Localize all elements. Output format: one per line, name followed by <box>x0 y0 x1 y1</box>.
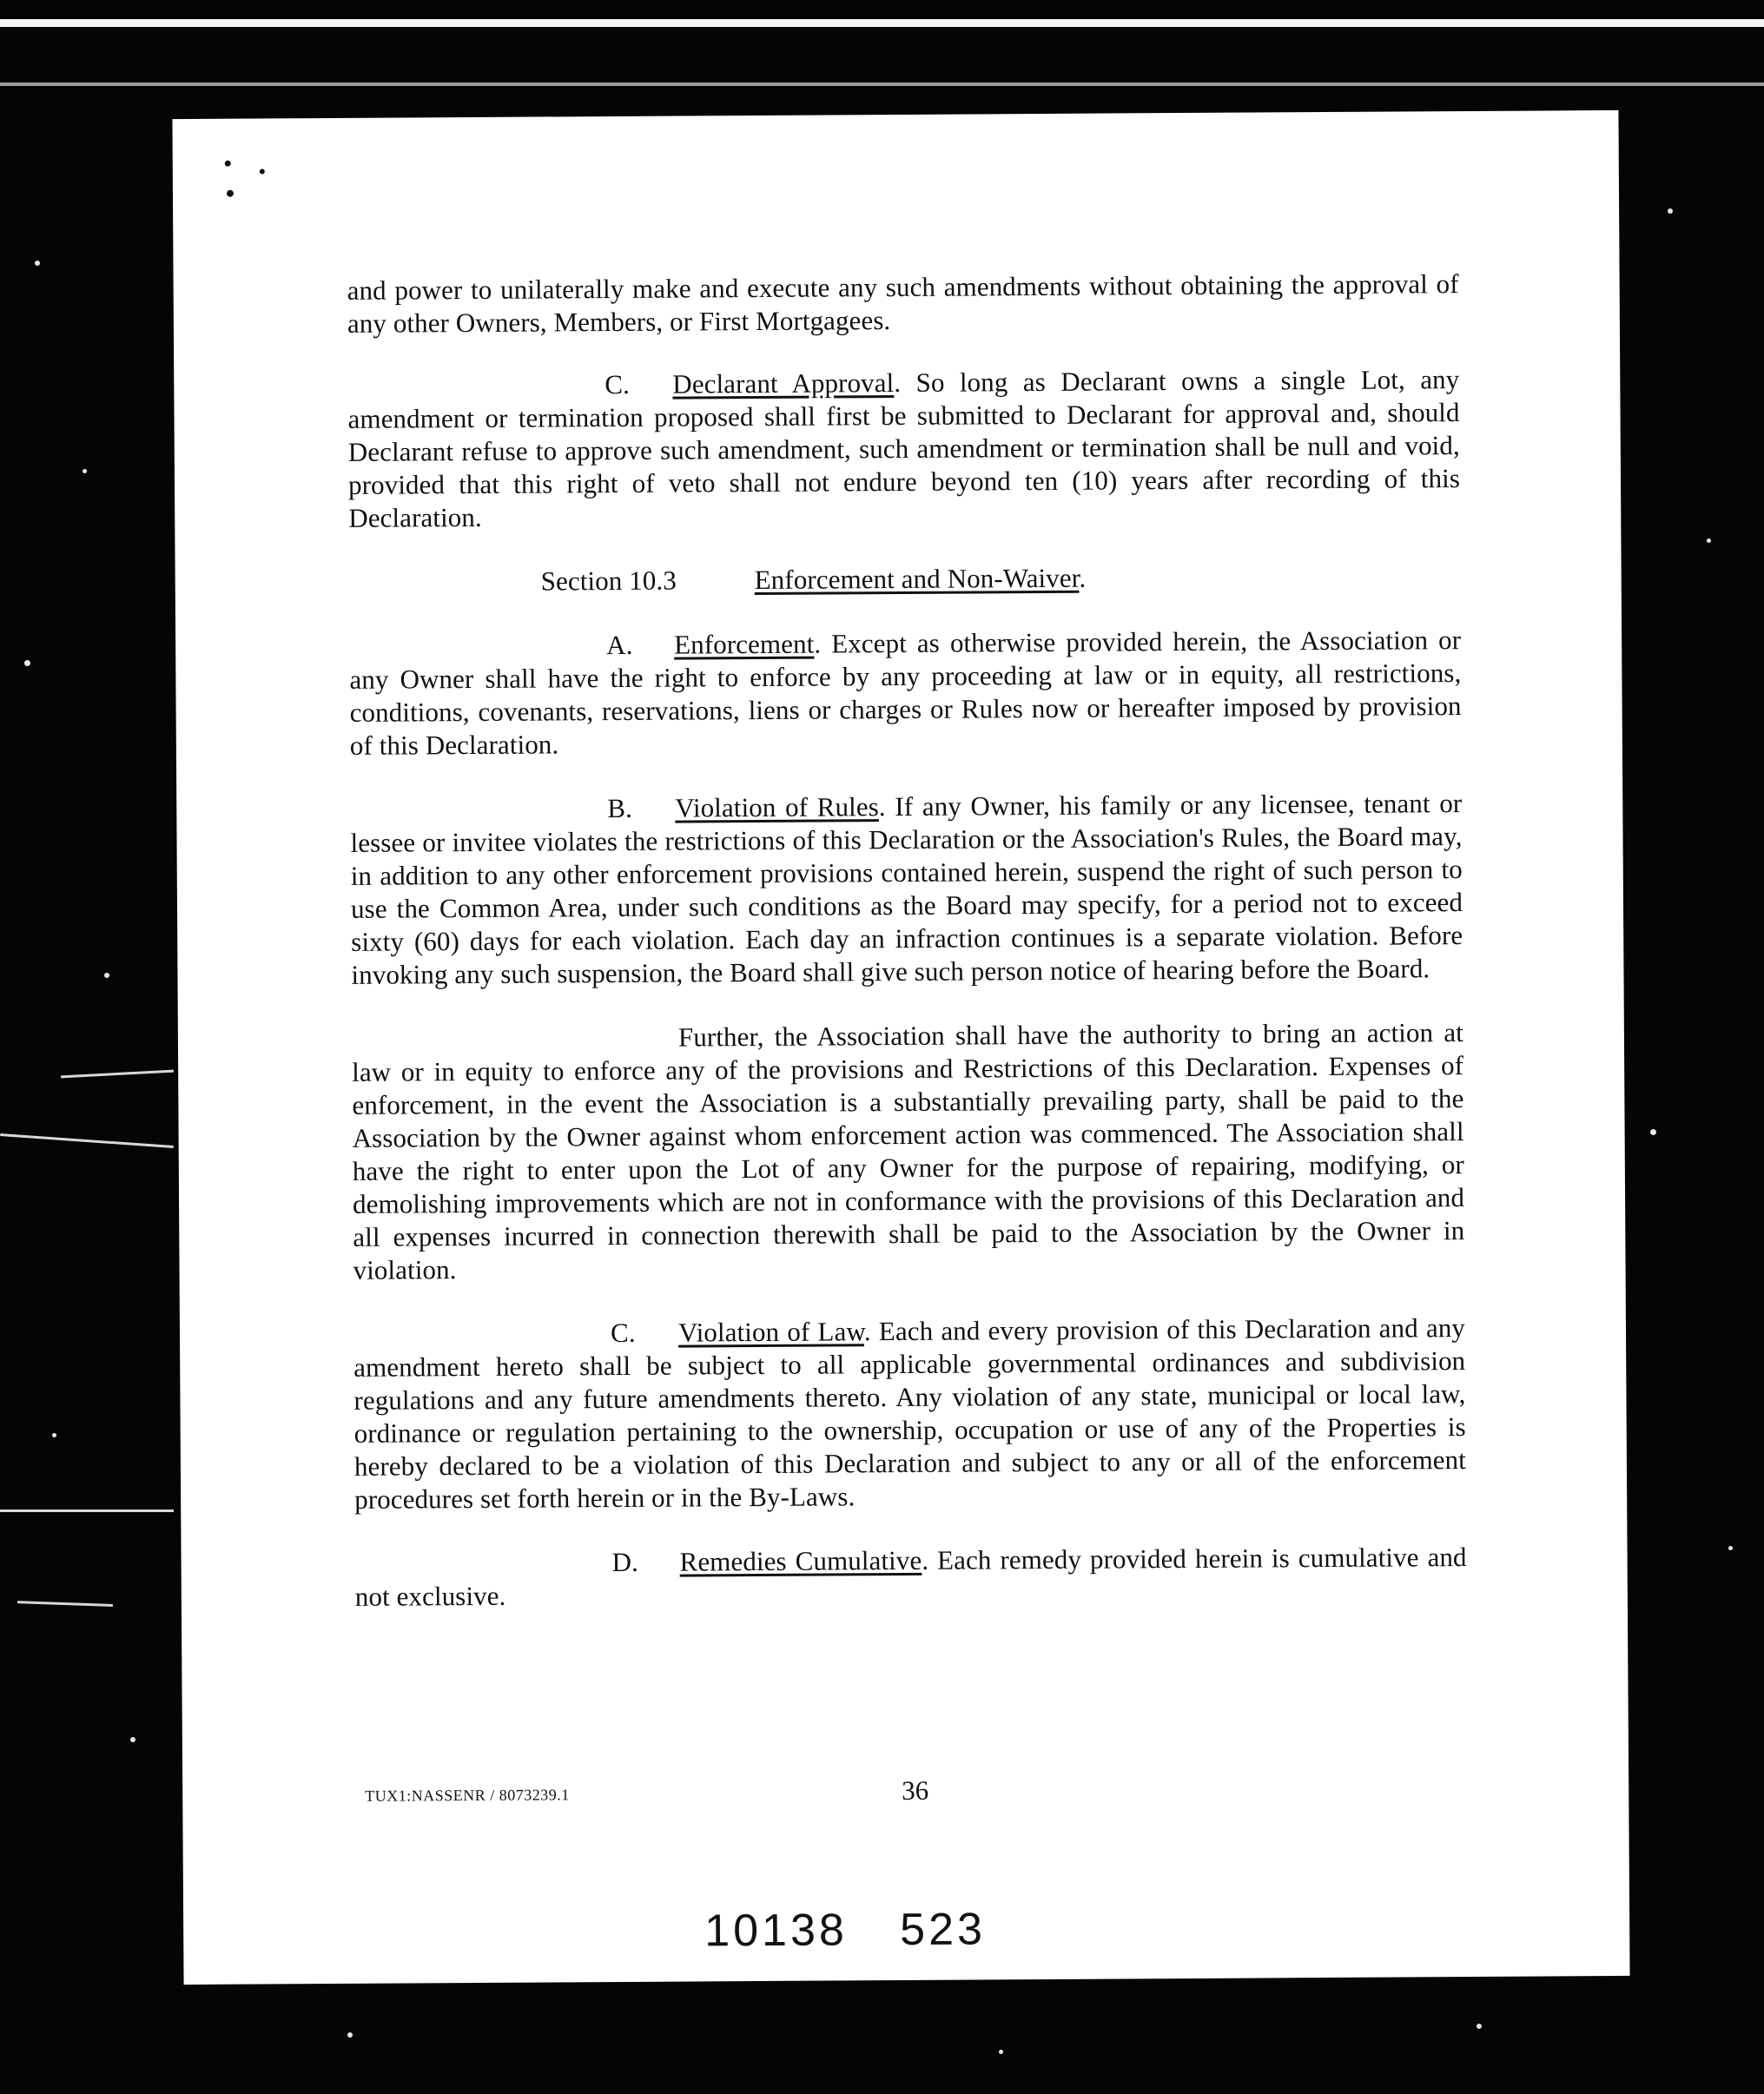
paragraph-continuation <box>347 268 1459 340</box>
paragraph-text: . Each remedy provided herein is cumulative and not exclusive. <box>354 1542 1467 1612</box>
indent <box>350 817 607 819</box>
item-marker: D. <box>611 1546 639 1578</box>
indent <box>355 1571 612 1573</box>
scan-speck <box>347 2032 353 2038</box>
paragraph-text: and power to unilaterally make and execute any such amendments without obtaining the approval of any other Owners, Members, or First Mortgagees. <box>347 268 1459 339</box>
punch-hole-mark <box>227 190 234 197</box>
paragraph-text: . Except as otherwise provided herein, the Association or any Owner shall have the right to enforce by any proceeding at law or in equity, all restrictions, conditions, covenants, reservations, liens or charges or Rules now or hereafter imposed by provision of this Declaration. <box>349 624 1462 761</box>
indent <box>349 654 606 656</box>
footer-document-id: TUX1:NASSENR / 8073239.1 <box>365 1786 570 1805</box>
scan-streak <box>0 1509 174 1512</box>
paragraph-enforcement <box>349 624 1462 763</box>
scan-speck <box>1707 538 1711 543</box>
indent <box>352 1047 678 1048</box>
paragraph-text: . Each and every provision of this Declaration and any amendment hereto shall be subject to all applicable governmental ordinances and subdivision regulations and any future amendments thereto. Any violation of any state, municipal or local law, ordinance or regulation pertaining to the ownership, occupation or use of any of the Properties is hereby declared to be a violation of this Declaration and subject to any or all of the enforcement procedures set forth herein or in the By-Laws. <box>353 1312 1467 1515</box>
scan-speck <box>999 2050 1003 2054</box>
paragraph-text: . So long as Declarant owns a single Lot, any amendment or termination proposed shall first be submitted to Declarant for approval and, should Declarant refuse to approve such amendment, such amendment or termination shall be null and void, provided that this right of veto shall not endure beyond ten (10) years after recording of this Declaration. <box>347 364 1461 533</box>
scan-speck <box>35 261 40 266</box>
indent <box>347 393 605 395</box>
item-heading: Declarant Approval <box>672 367 895 400</box>
item-heading: Remedies Cumulative <box>679 1544 922 1577</box>
scan-speck <box>52 1433 56 1437</box>
punch-hole-mark <box>260 168 265 174</box>
paragraph-violation-of-rules <box>350 787 1463 992</box>
scan-speck <box>1650 1129 1656 1135</box>
paragraph-remedies-cumulative <box>355 1541 1467 1614</box>
scan-streak <box>17 1601 113 1607</box>
section-number: Section 10.3 <box>540 565 677 597</box>
item-heading: Violation of Rules <box>675 791 879 823</box>
scan-speck <box>104 973 109 978</box>
punch-hole-mark <box>225 161 231 167</box>
item-marker: C. <box>610 1317 636 1349</box>
paragraph-further <box>352 1016 1465 1287</box>
recording-page-number: 523 <box>900 1904 987 1956</box>
section-title-period: . <box>1079 562 1087 593</box>
document-page <box>172 110 1629 1985</box>
item-marker: C. <box>605 368 631 400</box>
item-heading: Enforcement <box>674 628 815 660</box>
scan-border-line <box>0 19 1764 27</box>
recording-book-number: 10138 <box>704 1905 848 1957</box>
scan-streak <box>0 1133 174 1148</box>
paragraph-text: Further, the Association shall have the authority to bring an action at law or in equity to enforce any of the provisions and Restrictions of this Declaration. Expenses of enforcement, in the event the Association is a substantially prevailing party, shall be paid to the Association by the Owner against whom enforcement action was commenced. The Association shall have the right to enter upon the Lot of any Owner for the purpose of repairing, modifying, or demolishing improvements which are not in conformance with the provisions of this Declaration and all expenses incurred in connection therewith shall be paid to the Association by the Owner in violation. <box>352 1017 1465 1285</box>
page-number: 36 <box>902 1774 929 1807</box>
scan-streak <box>61 1070 174 1079</box>
item-marker: B. <box>607 792 633 824</box>
scan-border-line <box>0 83 1764 86</box>
scan-speck <box>1477 2024 1482 2029</box>
document-body <box>347 268 1468 1645</box>
scan-speck <box>1668 208 1673 214</box>
paragraph-text: . If any Owner, his family or any licensee, tenant or lessee or invitee violates the restrictions of this Declaration or the Association's Rules, the Board may, in addition to any other enforcement provisions contained herein, suspend the right of such person to use the Common Area, under such conditions as the Board may specify, for a period not to exceed sixty (60) days for each violation. Each day an infraction continues is a separate violation. Before invoking any such suspension, the Board shall give such person notice of hearing before the Board. <box>350 788 1463 990</box>
scan-speck <box>24 660 30 666</box>
section-title: Enforcement and Non-Waiver <box>754 562 1080 596</box>
paragraph-violation-of-law <box>353 1311 1466 1516</box>
item-heading: Violation of Law <box>677 1316 864 1348</box>
indent <box>353 1342 611 1344</box>
scan-speck <box>130 1737 135 1742</box>
scan-speck <box>1728 1546 1733 1550</box>
section-heading <box>349 559 1461 599</box>
item-marker: A. <box>606 629 633 661</box>
scan-speck <box>83 469 87 473</box>
paragraph-declarant-approval <box>347 363 1460 535</box>
